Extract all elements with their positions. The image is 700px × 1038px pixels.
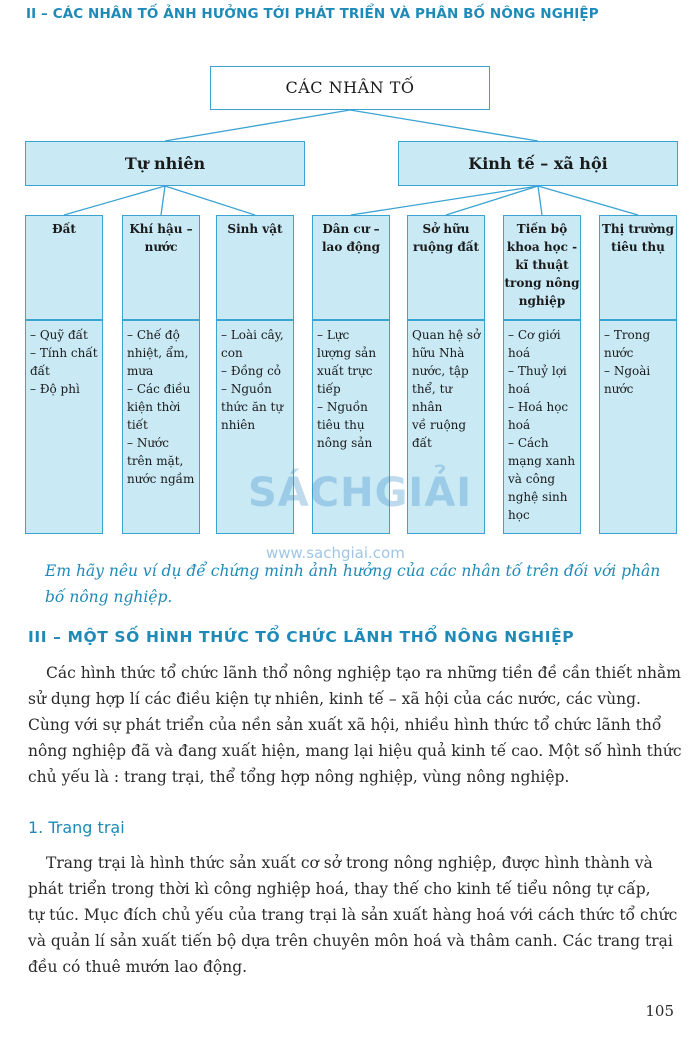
connector-root-nature bbox=[165, 110, 350, 141]
diagram-socio-box: Kinh tế – xã hội bbox=[398, 141, 678, 186]
section-3-paragraph bbox=[28, 660, 682, 790]
factor-header-dan-cu bbox=[312, 215, 390, 320]
connector-socio-dancu bbox=[351, 186, 538, 215]
subsection-1-paragraph bbox=[28, 850, 676, 980]
factor-header-so-huu bbox=[407, 215, 485, 320]
factor-header-sinh-vat bbox=[216, 215, 294, 320]
paragraph-line: Các hình thức tổ chức lãnh thổ nông nghiệp tạo ra những tiền đề cần thiết nhằm bbox=[46, 664, 681, 682]
paragraph-line: và quản lí sản xuất tiến bộ dựa trên chuyên môn hoá và thâm canh. Các trang trại bbox=[28, 932, 673, 950]
paragraph-line: phát triển trong thời kì công nghiệp hoá, thay thế cho kinh tế tiểu nông tự cấp, bbox=[28, 880, 651, 898]
factor-name-so-huu: Sở hữu ruộng đất bbox=[412, 222, 480, 254]
factor-details-sinh-vat-text: – Loài cây, con – Đồng cỏ – Nguồn thức ăn tự nhiên bbox=[221, 328, 284, 432]
factor-details-so-huu-text: Quan hệ sở hữu Nhà nước, tập thể, tư nhân về ruộng đất bbox=[412, 328, 481, 450]
question-text bbox=[45, 558, 675, 610]
paragraph-line: nông nghiệp đã và đang xuất hiện, mang lại hiệu quả kinh tế cao. Một số hình thức bbox=[28, 742, 682, 760]
paragraph-line: Trang trại là hình thức sản xuất cơ sở trong nông nghiệp, được hình thành và bbox=[46, 854, 653, 872]
paragraph-line: đều có thuê mướn lao động. bbox=[28, 958, 248, 976]
connector-nature-dat bbox=[64, 186, 165, 215]
subsection-1-heading: 1. Trang trại bbox=[28, 818, 125, 837]
factor-details-tien-bo-text: – Cơ giới hoá – Thuỷ lợi hoá – Hoá học hoá – Cách mạng xanh và công nghệ sinh học bbox=[508, 328, 576, 522]
factor-name-sinh-vat: Sinh vật bbox=[227, 222, 283, 236]
connector-socio-tienbo bbox=[538, 186, 542, 215]
connector-nature-khihau bbox=[161, 186, 165, 215]
connector-socio-sohuu bbox=[446, 186, 538, 215]
factor-details-dat-text: – Quỹ đất – Tính chất đất – Độ phì bbox=[30, 328, 98, 396]
section-2-heading: II – CÁC NHÂN TỐ ẢNH HƯỞNG TỚI PHÁT TRIỂN VÀ PHÂN BỐ NÔNG NGHIỆP bbox=[26, 6, 599, 22]
factor-header-thi-truong bbox=[599, 215, 677, 320]
paragraph-line: chủ yếu là : trang trại, thể tổng hợp nông nghiệp, vùng nông nghiệp. bbox=[28, 768, 570, 786]
watermark-logo: SÁCHGIẢI bbox=[248, 470, 473, 516]
factor-header-dat bbox=[25, 215, 103, 320]
factor-details-dat bbox=[25, 320, 103, 534]
connector-socio-thitruong bbox=[538, 186, 638, 215]
factor-details-thi-truong bbox=[599, 320, 677, 534]
paragraph-line: Cùng với sự phát triển của nền sản xuất xã hội, nhiều hình thức tổ chức lãnh thổ bbox=[28, 716, 662, 734]
factor-header-tien-bo bbox=[503, 215, 581, 320]
question-line: Em hãy nêu ví dụ để chứng minh ảnh hưởng của các nhân tố trên đối với phân bbox=[45, 562, 661, 580]
connector-nature-sinhvat bbox=[165, 186, 255, 215]
section-3-heading: III – MỘT SỐ HÌNH THỨC TỔ CHỨC LÃNH THỔ NÔNG NGHIỆP bbox=[28, 628, 575, 646]
factor-name-khi-hau: Khí hậu – nước bbox=[129, 222, 193, 254]
factor-name-dan-cu: Dân cư – lao động bbox=[321, 222, 381, 254]
factor-details-khi-hau-text: – Chế độ nhiệt, ẩm, mưa – Các điều kiện thời tiết – Nước trên mặt, nước ngầm bbox=[127, 328, 195, 486]
watermark-url: www.sachgiai.com bbox=[266, 544, 405, 562]
paragraph-line: sử dụng hợp lí các điều kiện tự nhiên, kinh tế – xã hội của các nước, các vùng. bbox=[28, 690, 641, 708]
page-number: 105 bbox=[645, 1002, 674, 1020]
diagram-root-box: CÁC NHÂN TỐ bbox=[210, 66, 490, 110]
factor-header-khi-hau bbox=[122, 215, 200, 320]
diagram-natural-box: Tự nhiên bbox=[25, 141, 305, 186]
paragraph-line: tự túc. Mục đích chủ yếu của trang trại là sản xuất hàng hoá với cách thức tổ chức bbox=[28, 906, 678, 924]
factor-name-thi-truong: Thị trường tiêu thụ bbox=[601, 222, 675, 254]
connector-root-socio bbox=[350, 110, 538, 141]
factor-details-tien-bo bbox=[503, 320, 581, 534]
factor-details-dan-cu-text: – Lực lượng sản xuất trực tiếp – Nguồn tiêu thụ nông sản bbox=[317, 328, 377, 450]
question-line: bố nông nghiệp. bbox=[45, 588, 173, 606]
factor-name-tien-bo: Tiến bộ khoa học - kĩ thuật trong nông nghiệp bbox=[504, 222, 580, 308]
factor-name-dat: Đất bbox=[52, 222, 76, 236]
factor-details-thi-truong-text: – Trong nước – Ngoài nước bbox=[604, 328, 651, 396]
factor-details-khi-hau bbox=[122, 320, 200, 534]
